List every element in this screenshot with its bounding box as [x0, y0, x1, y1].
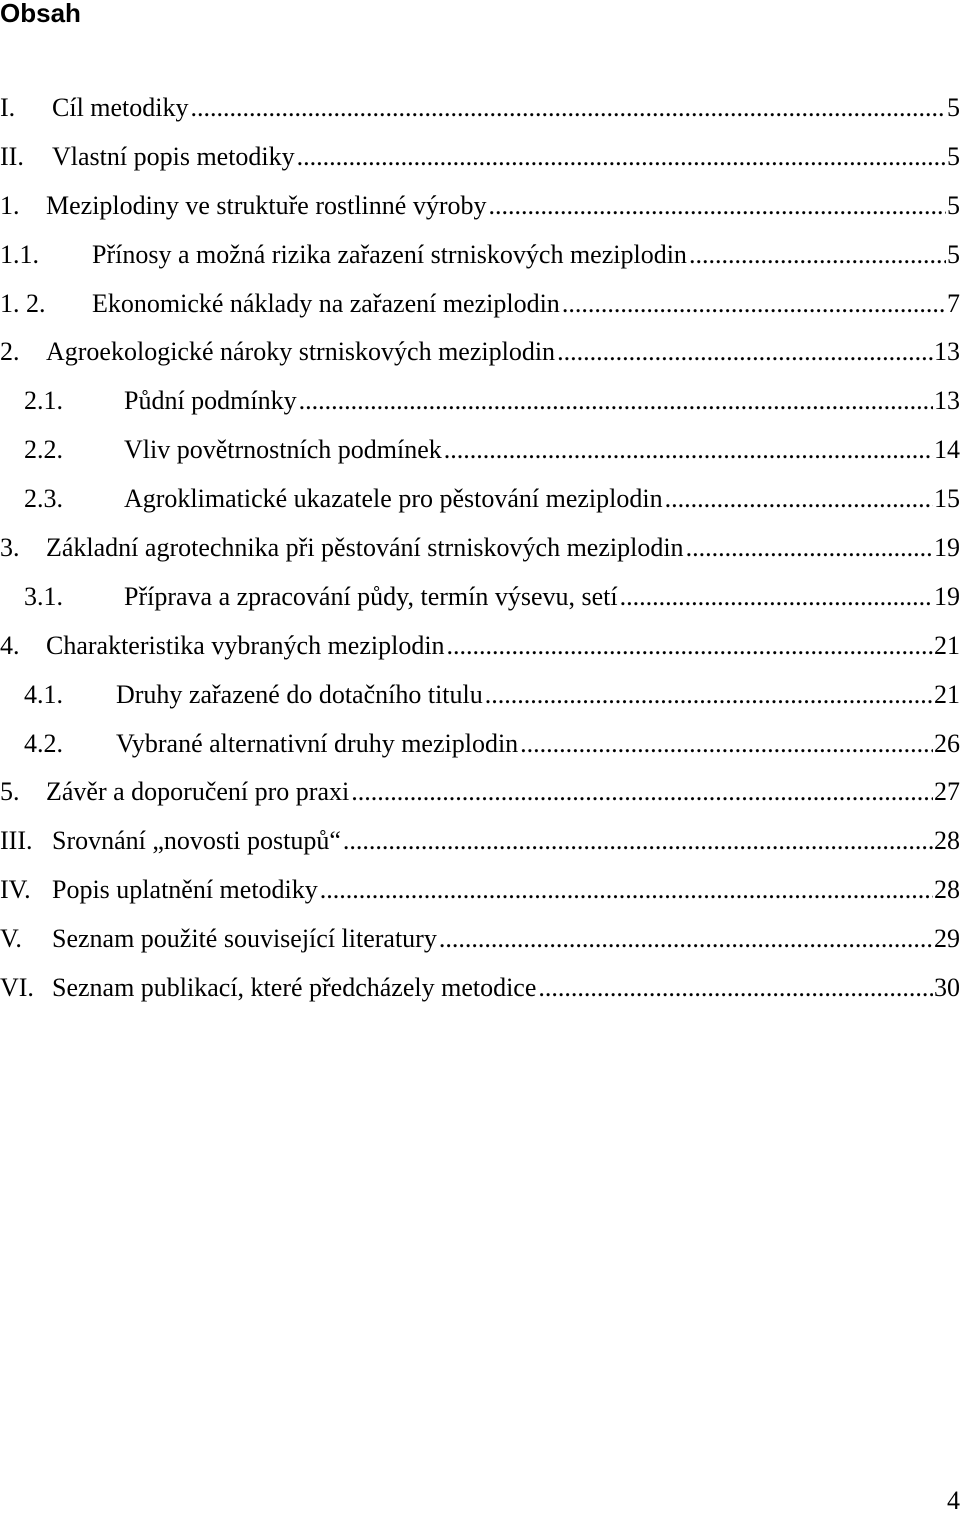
toc-entry-page: 29 [934, 924, 960, 954]
toc-entry[interactable] [0, 432, 960, 481]
toc-dot-leader [538, 970, 933, 1006]
toc-entry-title: Příprava a zpracování půdy, termín výsevu, setí [124, 581, 618, 611]
toc-entry-title: Základní agrotechnika při pěstování strniskových meziplodin [46, 533, 684, 563]
toc-entry[interactable] [0, 774, 960, 823]
toc-entry-title: Půdní podmínky [124, 386, 297, 416]
toc-entry-page: 28 [934, 826, 960, 856]
toc-entry-number: III. [0, 826, 33, 856]
toc-entry-title: Charakteristika vybraných meziplodin [46, 630, 445, 660]
toc-entry-number: 2.1. [24, 386, 63, 416]
toc-entry-page: 7 [947, 288, 960, 318]
toc-entry-number: 4.1. [24, 679, 63, 709]
toc-entry-title: Přínosy a možná rizika zařazení strniskových meziplodin [92, 239, 687, 269]
toc-dot-leader [439, 921, 933, 957]
toc-entry[interactable] [0, 823, 960, 872]
toc-entry-number: 2.2. [24, 435, 63, 465]
toc-dot-leader [351, 774, 933, 810]
toc-entry[interactable] [0, 530, 960, 579]
toc-dot-leader [297, 139, 946, 175]
toc-entry-page: 28 [934, 875, 960, 905]
toc-entry[interactable] [0, 334, 960, 383]
toc-entry-number: II. [0, 141, 24, 171]
toc-entry-title: Cíl metodiky [52, 93, 189, 122]
toc-entry[interactable] [0, 921, 960, 970]
toc-dot-leader [444, 432, 933, 468]
toc-entry-page: 14 [934, 435, 960, 465]
toc-dot-leader [191, 90, 947, 126]
page-title: Obsah [0, 0, 81, 28]
toc-entry[interactable] [0, 383, 960, 432]
table-of-contents [0, 90, 960, 1019]
toc-entry[interactable] [0, 726, 960, 775]
toc-entry-number: 4.2. [24, 728, 63, 758]
toc-entry-title: Agroekologické nároky strniskových meziplodin [46, 337, 556, 367]
toc-dot-leader [343, 823, 933, 859]
toc-entry[interactable] [0, 139, 960, 188]
toc-entry-page: 5 [947, 93, 960, 122]
toc-dot-leader [485, 677, 933, 713]
toc-entry-title: Ekonomické náklady na zařazení meziplodin [92, 288, 560, 318]
toc-entry-number: V. [0, 924, 22, 954]
toc-entry-number: 1. [0, 190, 20, 220]
toc-dot-leader [320, 872, 933, 908]
toc-entry[interactable] [0, 188, 960, 237]
toc-dot-leader [299, 383, 933, 419]
toc-entry-title: Agroklimatické ukazatele pro pěstování meziplodin [124, 484, 663, 514]
toc-entry-number: 1.1. [0, 239, 39, 269]
toc-entry[interactable] [0, 677, 960, 726]
toc-entry-page: 30 [934, 973, 960, 1003]
toc-entry-number: 4. [0, 630, 20, 660]
toc-entry[interactable] [0, 579, 960, 628]
toc-entry-number: 1. 2. [0, 288, 46, 318]
toc-dot-leader [520, 726, 933, 762]
toc-entry-page: 5 [947, 141, 960, 171]
toc-dot-leader [557, 334, 933, 370]
toc-entry[interactable] [0, 872, 960, 921]
toc-entry-title: Závěr a doporučení pro praxi [46, 777, 350, 807]
toc-entry[interactable] [0, 970, 960, 1019]
toc-entry-number: 2.3. [24, 484, 63, 514]
toc-entry[interactable] [0, 237, 960, 286]
toc-entry-page: 21 [934, 630, 960, 660]
toc-dot-leader [686, 530, 933, 566]
toc-entry-number: 3. [0, 533, 20, 563]
toc-entry-number: VI. [0, 973, 34, 1003]
toc-entry[interactable] [0, 481, 960, 530]
toc-entry-number: IV. [0, 875, 31, 905]
toc-entry-page: 21 [934, 679, 960, 709]
toc-entry[interactable] [0, 90, 960, 139]
toc-entry-page: 5 [947, 239, 960, 269]
toc-entry-number: 5. [0, 777, 20, 807]
toc-entry-title: Seznam použité související literatury [52, 924, 437, 954]
toc-entry-title: Vlastní popis metodiky [52, 141, 295, 171]
toc-dot-leader [689, 237, 946, 273]
toc-dot-leader [620, 579, 933, 615]
toc-entry-title: Vybrané alternativní druhy meziplodin [116, 728, 519, 758]
toc-entry-number: I. [0, 93, 16, 122]
toc-entry[interactable] [0, 286, 960, 335]
toc-entry-page: 19 [934, 533, 960, 563]
toc-dot-leader [665, 481, 933, 517]
toc-entry-page: 26 [934, 728, 960, 758]
toc-entry-page: 27 [934, 777, 960, 807]
toc-entry[interactable] [0, 628, 960, 677]
page-number: 4 [947, 1486, 960, 1515]
toc-entry-number: 3.1. [24, 581, 63, 611]
toc-dot-leader [562, 286, 946, 322]
toc-entry-title: Vliv povětrnostních podmínek [124, 435, 442, 465]
toc-entry-title: Srovnání „novosti postupů“ [52, 826, 341, 856]
toc-dot-leader [447, 628, 933, 664]
toc-entry-page: 5 [947, 190, 960, 220]
toc-entry-title: Popis uplatnění metodiky [52, 875, 318, 905]
toc-entry-title: Druhy zařazené do dotačního titulu [116, 679, 483, 709]
toc-entry-title: Meziplodiny ve struktuře rostlinné výroby [46, 190, 487, 220]
toc-entry-page: 13 [934, 386, 960, 416]
toc-entry-number: 2. [0, 337, 20, 367]
toc-entry-page: 13 [934, 337, 960, 367]
toc-entry-page: 19 [934, 581, 960, 611]
toc-dot-leader [488, 188, 946, 224]
toc-entry-page: 15 [934, 484, 960, 514]
toc-entry-title: Seznam publikací, které předcházely metodice [52, 973, 537, 1003]
